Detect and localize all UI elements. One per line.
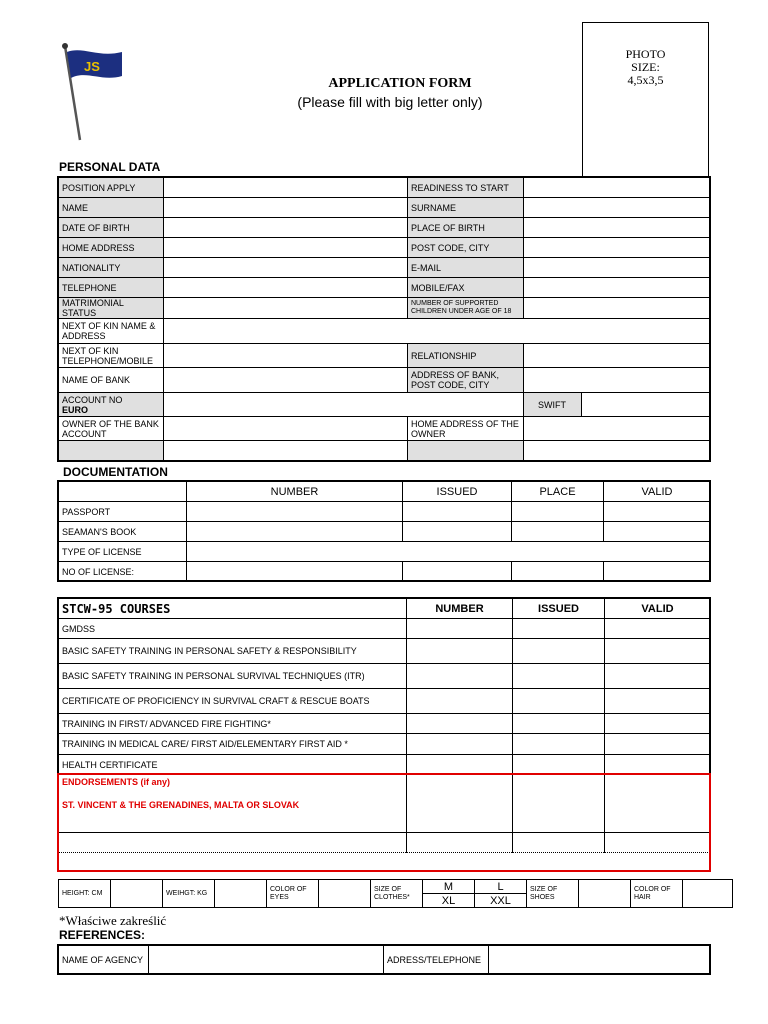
dob-field[interactable]: [164, 218, 408, 238]
endorsement-field[interactable]: [605, 775, 711, 833]
telephone-field[interactable]: [164, 278, 408, 298]
stcw-course-survival-techniques: BASIC SAFETY TRAINING IN PERSONAL SURVIVAL TECHNIQUES (ITR): [59, 664, 407, 689]
form-subtitle: (Please fill with big letter only): [297, 94, 483, 110]
references-table: [58, 945, 711, 974]
seamans-book-label: SEAMAN'S BOOK: [59, 522, 187, 542]
stcw-course-gmdss: GMDSS: [59, 619, 407, 639]
telephone-label: TELEPHONE: [59, 278, 164, 298]
readiness-field[interactable]: [524, 178, 711, 198]
shoes-field[interactable]: [579, 880, 631, 908]
endorsements-label: ENDORSEMENTS (if any): [62, 777, 171, 787]
name-label: NAME: [59, 198, 164, 218]
post-code-field[interactable]: [524, 238, 711, 258]
surname-field[interactable]: [524, 198, 711, 218]
stcw-field[interactable]: [513, 639, 605, 664]
owner-label: OWNER OF THE BANK ACCOUNT: [59, 417, 164, 441]
address-telephone-field[interactable]: [489, 946, 711, 974]
extra-field-cell[interactable]: [164, 441, 408, 461]
sizes-table: [58, 879, 733, 908]
stcw-course-medical-care: TRAINING IN MEDICAL CARE/ FIRST AID/ELEMENTARY FIRST AID *: [59, 734, 407, 755]
children-label: NUMBER OF SUPPORTED CHILDREN UNDER AGE OF 18: [408, 298, 524, 319]
form-title: APPLICATION FORM: [328, 76, 472, 91]
stcw-field[interactable]: [513, 689, 605, 714]
readiness-label: READINESS TO START: [408, 178, 524, 198]
doc-header-blank: [59, 482, 187, 502]
extra-label-cell-2: [408, 441, 524, 461]
hair-field[interactable]: [683, 880, 733, 908]
passport-valid-field[interactable]: [604, 502, 711, 522]
doc-col-issued: ISSUED: [403, 482, 512, 502]
extra-label-cell: [59, 441, 164, 461]
stcw-col-number: NUMBER: [407, 599, 513, 619]
stcw-course-personal-safety: BASIC SAFETY TRAINING IN PERSONAL SAFETY & RESPONSIBILITY: [59, 639, 407, 664]
children-field[interactable]: [524, 298, 711, 319]
stcw-field[interactable]: [513, 714, 605, 734]
email-field[interactable]: [524, 258, 711, 278]
stcw-field[interactable]: [513, 619, 605, 639]
owner-field[interactable]: [164, 417, 408, 441]
stcw-field[interactable]: [407, 619, 513, 639]
kin-name-label: NEXT OF KIN NAME & ADDRESS: [59, 319, 164, 344]
kin-tel-field[interactable]: [164, 344, 408, 368]
kin-name-field[interactable]: [164, 319, 711, 344]
height-label: HEIGHT: CM: [59, 880, 111, 908]
stcw-course-fire-fighting: TRAINING IN FIRST/ ADVANCED FIRE FIGHTING*: [59, 714, 407, 734]
swift-label: SWIFT: [524, 393, 582, 417]
extra-field-cell-2[interactable]: [524, 441, 711, 461]
pob-field[interactable]: [524, 218, 711, 238]
euro-text: EURO: [62, 404, 89, 415]
home-address-label: HOME ADDRESS: [59, 238, 164, 258]
account-no-text: ACCOUNT NO: [62, 394, 123, 405]
note-footnote: *Właściwe zakreślić: [59, 913, 167, 928]
nationality-label: NATIONALITY: [59, 258, 164, 278]
logo-text: JS: [84, 59, 100, 74]
endorsement-field[interactable]: [407, 775, 513, 833]
personal-data-heading: PERSONAL DATA: [59, 160, 161, 174]
doc-col-place: PLACE: [512, 482, 604, 502]
seamans-place-field[interactable]: [512, 522, 604, 542]
account-no-label: [59, 393, 164, 417]
stcw-field[interactable]: [605, 664, 711, 689]
endorsement-states: ST. VINCENT & THE GRENADINES, MALTA OR SLOVAK: [62, 800, 300, 810]
stcw-field[interactable]: [605, 755, 711, 775]
size-l-option[interactable]: L: [475, 880, 527, 894]
mobile-fax-label: MOBILE/FAX: [408, 278, 524, 298]
post-code-label: POST CODE, CITY: [408, 238, 524, 258]
nationality-field[interactable]: [164, 258, 408, 278]
endorsement-field[interactable]: [605, 833, 711, 853]
eyes-field[interactable]: [319, 880, 371, 908]
photo-size-label: SIZE:: [631, 60, 660, 74]
photo-label: PHOTO: [625, 47, 666, 61]
doc-col-number: NUMBER: [187, 482, 403, 502]
owner-address-label: HOME ADDRESS OF THE OWNER: [408, 417, 524, 441]
endorsement-field[interactable]: [513, 775, 605, 833]
matrimonial-label: MATRIMONIAL STATUS: [59, 298, 164, 319]
bank-address-label: ADDRESS OF BANK, POST CODE, CITY: [408, 368, 524, 393]
home-address-field[interactable]: [164, 238, 408, 258]
passport-place-field[interactable]: [512, 502, 604, 522]
agency-field[interactable]: [149, 946, 384, 974]
stcw-field[interactable]: [407, 664, 513, 689]
license-place-field[interactable]: [512, 562, 604, 582]
stcw-field[interactable]: [407, 639, 513, 664]
relationship-label: RELATIONSHIP: [408, 344, 524, 368]
pob-label: PLACE OF BIRTH: [408, 218, 524, 238]
size-m-option[interactable]: M: [423, 880, 475, 894]
documentation-table: [58, 481, 711, 582]
stcw-field[interactable]: [605, 639, 711, 664]
endorsements-cell[interactable]: [59, 775, 407, 833]
passport-label: PASSPORT: [59, 502, 187, 522]
documentation-heading: DOCUMENTATION: [63, 465, 168, 479]
matrimonial-field[interactable]: [164, 298, 408, 319]
stcw-col-valid: VALID: [605, 599, 711, 619]
stcw-field[interactable]: [605, 689, 711, 714]
stcw-col-issued: ISSUED: [513, 599, 605, 619]
seamans-valid-field[interactable]: [604, 522, 711, 542]
stcw-table: [58, 598, 711, 853]
stcw-heading: STCW-95 COURSES: [59, 599, 407, 619]
company-logo: [58, 42, 128, 142]
passport-number-field[interactable]: [187, 502, 403, 522]
position-apply-field[interactable]: [164, 178, 408, 198]
name-field[interactable]: [164, 198, 408, 218]
photo-size-value: 4,5x3,5: [627, 73, 664, 87]
email-label: E-MAIL: [408, 258, 524, 278]
mobile-fax-field[interactable]: [524, 278, 711, 298]
relationship-field[interactable]: [524, 344, 711, 368]
endorsement-line[interactable]: [59, 833, 407, 853]
stcw-field[interactable]: [513, 664, 605, 689]
bank-name-field[interactable]: [164, 368, 408, 393]
stcw-field[interactable]: [605, 734, 711, 755]
no-license-label: NO OF LICENSE:: [59, 562, 187, 582]
shoes-label: SIZE OF SHOES: [527, 880, 579, 908]
stcw-course-survival-craft: CERTIFICATE OF PROFICIENCY IN SURVIVAL CRAFT & RESCUE BOATS: [59, 689, 407, 714]
stcw-health-certificate: HEALTH CERTIFICATE: [59, 755, 407, 775]
stcw-field[interactable]: [605, 714, 711, 734]
bank-address-field[interactable]: [524, 368, 711, 393]
address-telephone-label: ADRESS/TELEPHONE: [384, 946, 489, 974]
stcw-field[interactable]: [407, 755, 513, 775]
endorsement-field[interactable]: [513, 833, 605, 853]
stcw-field[interactable]: [605, 619, 711, 639]
weight-field[interactable]: [215, 880, 267, 908]
stcw-field[interactable]: [407, 714, 513, 734]
license-number-field[interactable]: [187, 562, 403, 582]
dob-label: DATE OF BIRTH: [59, 218, 164, 238]
passport-issued-field[interactable]: [403, 502, 512, 522]
kin-tel-label: NEXT OF KIN TELEPHONE/MOBILE: [59, 344, 164, 368]
surname-label: SURNAME: [408, 198, 524, 218]
license-issued-field[interactable]: [403, 562, 512, 582]
size-xl-option[interactable]: XL: [423, 894, 475, 908]
photo-box[interactable]: [582, 22, 709, 177]
weight-label: WEIHGT: KG: [163, 880, 215, 908]
personal-data-table: [58, 177, 711, 461]
bank-name-label: NAME OF BANK: [59, 368, 164, 393]
type-license-label: TYPE OF LICENSE: [59, 542, 187, 562]
eyes-label: COLOR OF EYES: [267, 880, 319, 908]
references-heading: REFERENCES:: [59, 928, 146, 942]
owner-address-field[interactable]: [524, 417, 711, 441]
stcw-field[interactable]: [407, 689, 513, 714]
position-apply-label: POSITION APPLY: [59, 178, 164, 198]
stcw-field[interactable]: [513, 755, 605, 775]
seamans-issued-field[interactable]: [403, 522, 512, 542]
height-field[interactable]: [111, 880, 163, 908]
clothes-label: SIZE OF CLOTHES*: [371, 880, 423, 908]
stcw-field[interactable]: [407, 734, 513, 755]
license-valid-field[interactable]: [604, 562, 711, 582]
doc-col-valid: VALID: [604, 482, 711, 502]
swift-field[interactable]: [582, 393, 711, 417]
size-xxl-option[interactable]: XXL: [475, 894, 527, 908]
agency-label: NAME OF AGENCY: [59, 946, 149, 974]
stcw-field[interactable]: [513, 734, 605, 755]
endorsement-field[interactable]: [407, 833, 513, 853]
seamans-number-field[interactable]: [187, 522, 403, 542]
type-license-field[interactable]: [187, 542, 711, 562]
hair-label: COLOR OF HAIR: [631, 880, 683, 908]
account-no-field[interactable]: [164, 393, 524, 417]
